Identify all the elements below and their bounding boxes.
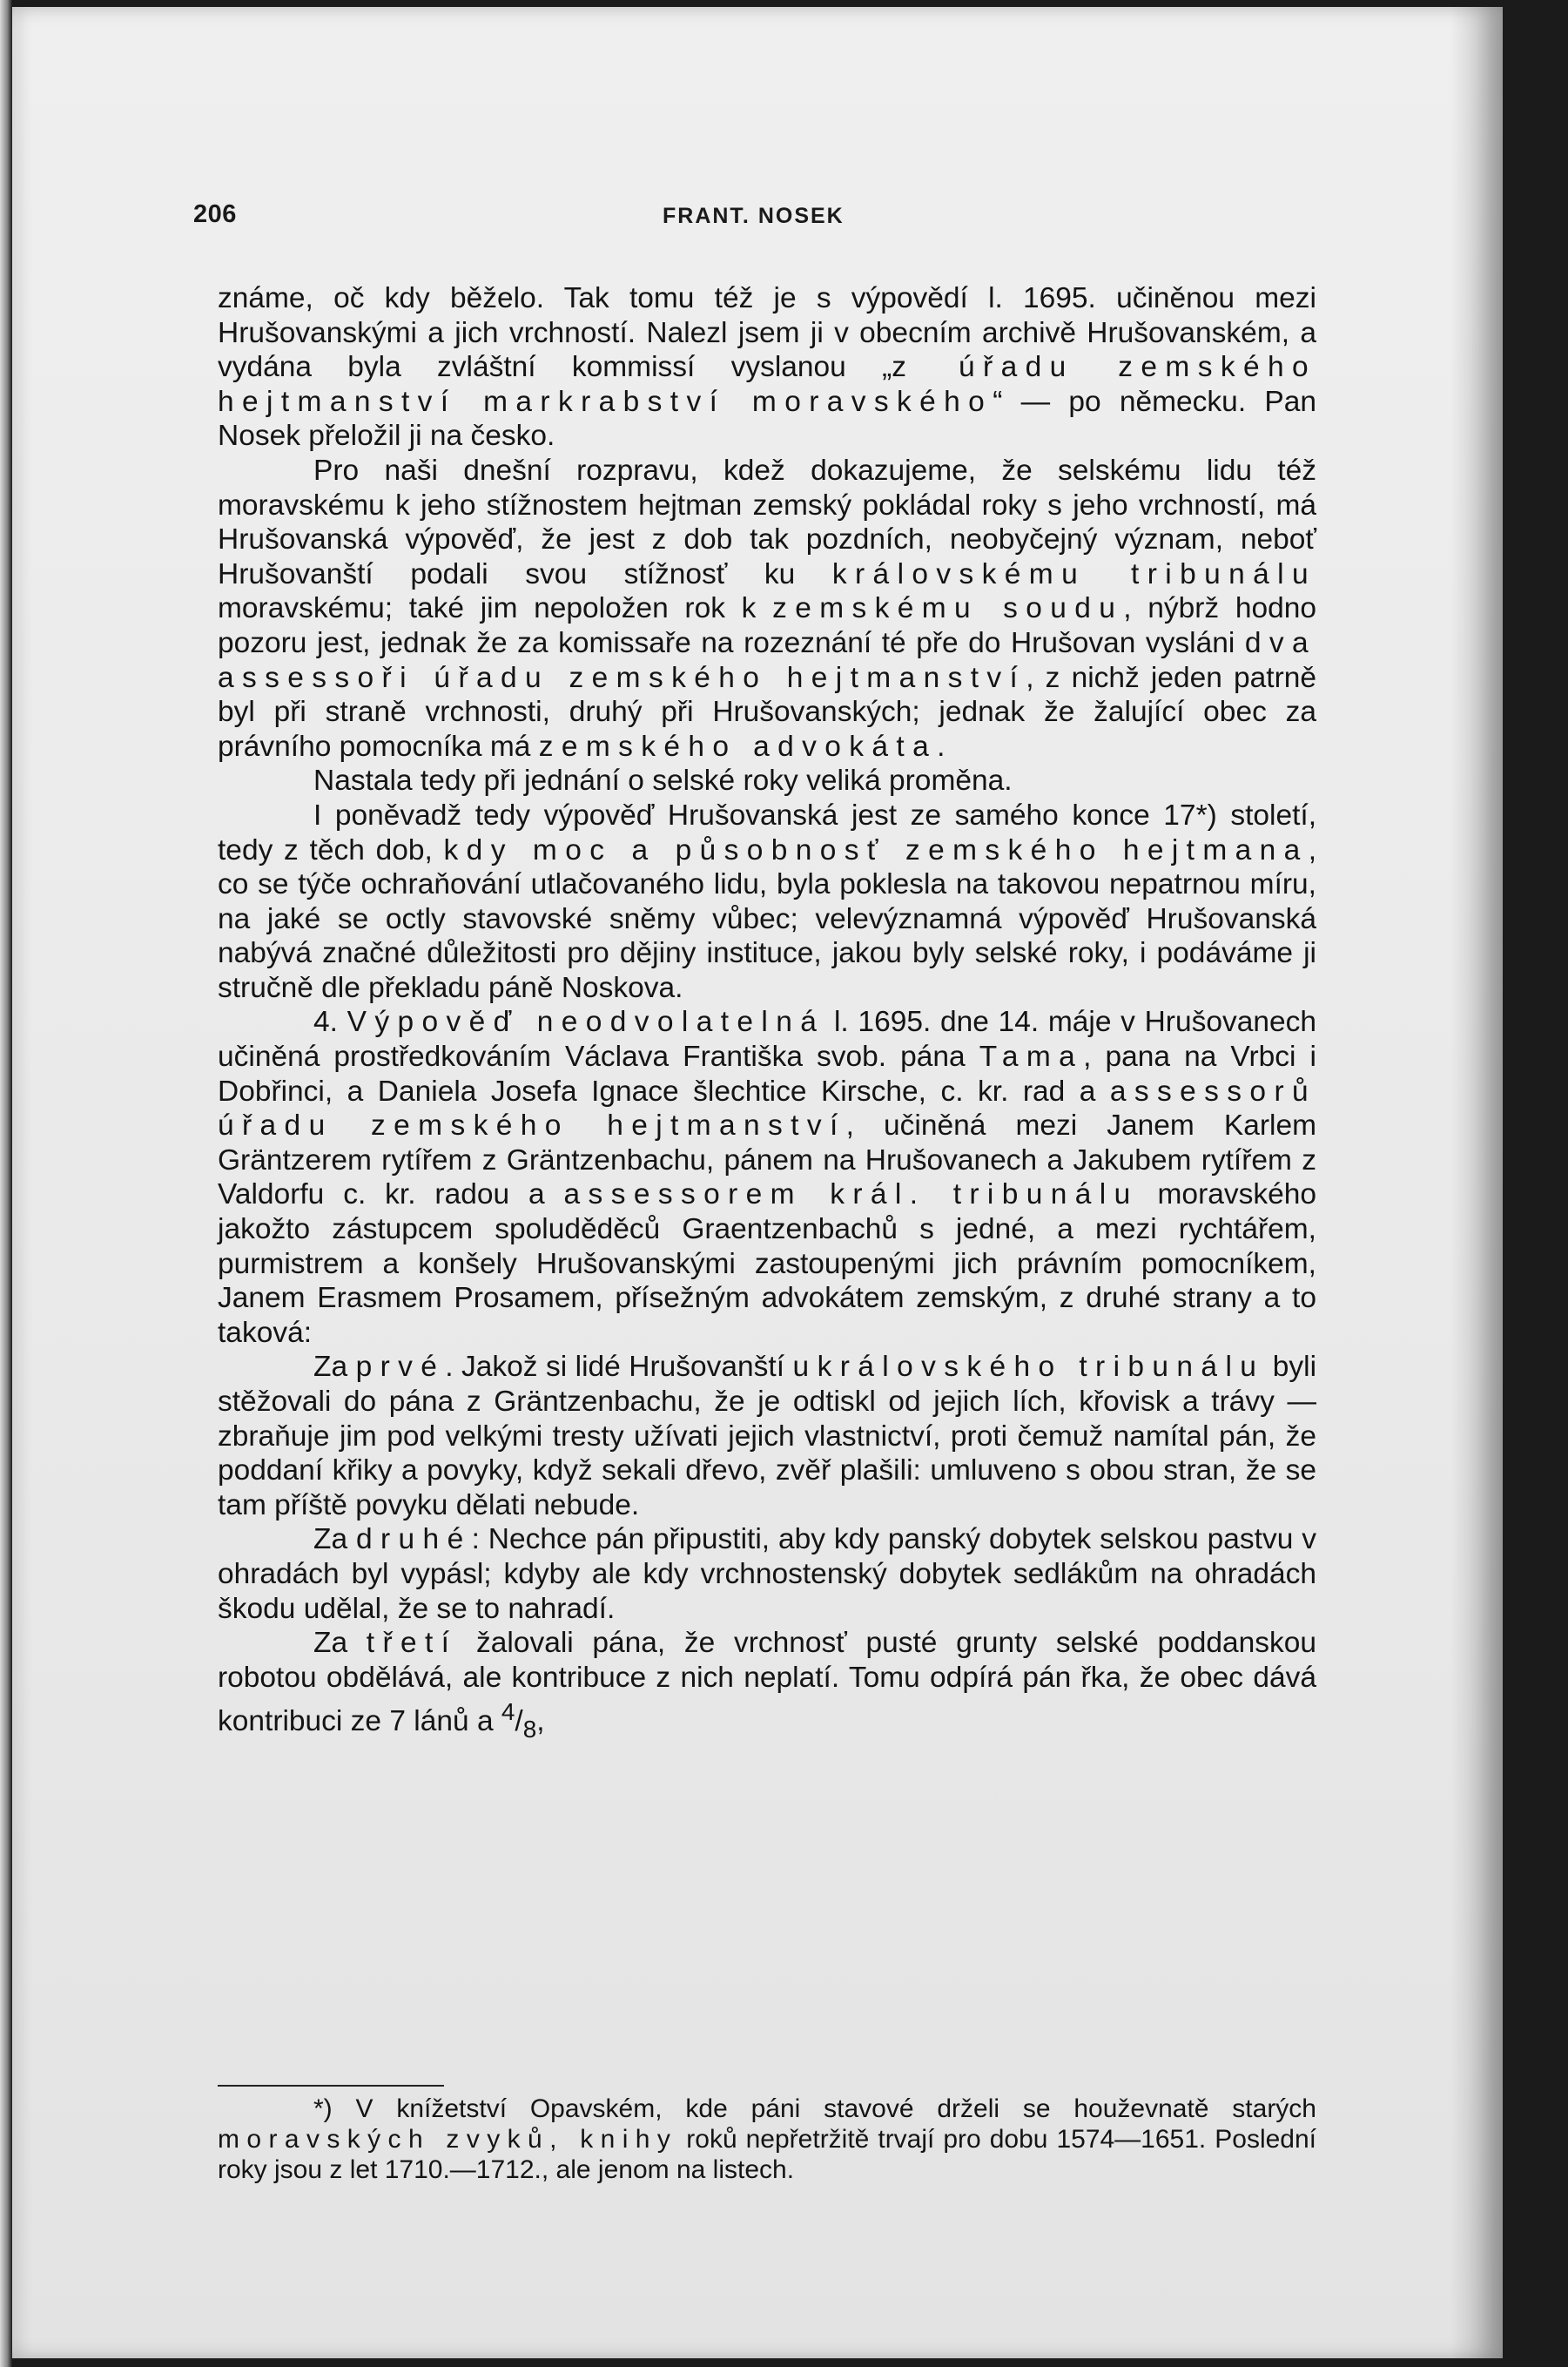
text-run: Za (313, 1523, 356, 1556)
text-run: moravskému; také jim nepoložen rok k (218, 592, 773, 625)
footnote-text (218, 2094, 1316, 2185)
paragraph-3 (218, 764, 1316, 799)
text-run: , pana na Vrbci i Dobřinci, a Daniela Josefa Ignace šlechtice Kirsche, c. kr. rad a (218, 1041, 1316, 1108)
text-run: Pro naši dnešní rozpravu, kdež dokazujeme, že selskému lidu též moravskému k jeho stížnostem hejtman zemský pokládal roky s jeho vrchností, má Hrušovanská výpověď, že jest z dob tak pozdních, neobyčejný význam, neboť Hrušovanští podali svou stížnosť ku (218, 454, 1316, 590)
page-gutter-shadow (1450, 7, 1503, 2358)
spaced-emphasis: třetí (366, 1627, 458, 1660)
running-head (12, 200, 1503, 235)
text-run: 4. (313, 1006, 347, 1039)
text-run: “ — po německu. Pan Nosek přeložil ji na česko. (218, 385, 1316, 453)
spaced-emphasis: kdy moc a působnosť zemského hejtmana (443, 833, 1309, 867)
text-run: I poněvadž tedy výpověď Hrušovanská jest ze samého konce 17 (313, 799, 1196, 832)
spaced-emphasis: dva assessoři úřadu zemského hejtmanství (218, 626, 1316, 694)
text-run: moravského jakožto zástupcem spoluděděců Graentzenbachů s jedné, a mezi rychtářem, purmistrem a konšely Hrušovanskými zastoupenými jich právním pomocníkem, Janem Erasmem Prosamem, přísežným advokátem zemským, z druhé strany a to taková: (218, 1178, 1316, 1349)
text-run: , (536, 1705, 545, 1738)
text-run: , z nichž jeden patrně byl při straně vrchnosti, druhý při Hrušovanských; jednak že žalující obec za právního pomocníka má (218, 661, 1316, 763)
paragraph-7 (218, 1522, 1316, 1626)
paragraph-1 (218, 281, 1316, 454)
spaced-emphasis: assessorů úřadu zemského hejtmanství (218, 1075, 1316, 1143)
text-run: , učiněná mezi Janem Karlem Gräntzerem rytířem z Gräntzenbachu, pánem na Hrušovanech a Jakubem rytířem z Valdorfu c. kr. radou a (218, 1109, 1316, 1211)
text-run: roků nepřetržitě trvají pro dobu 1574—1651. Poslední roky jsou z let 1710.—1712., ale jenom na listech. (218, 2125, 1316, 2184)
spaced-emphasis: královského tribunálu (817, 1351, 1265, 1384)
spaced-emphasis: assessorem král. tribunálu (563, 1178, 1139, 1211)
text-run: Za (313, 1627, 367, 1660)
text-run: Za (313, 1351, 356, 1384)
text-run: byli stěžovali do pána z Gräntzenbachu, že je odtiskl od jejich lích, křovisk a trávy — zbraňuje jim pod velkými tresty užívati jejich vlastnictví, proti čemuž namítal pán, že poddaní křiky a povyky, když sekali dřevo, zvěř plašili: umluveno s obou stran, že se tam příště povyku dělati nebude. (218, 1351, 1317, 1521)
paragraph-8: Za třetí žalovali pána, že vrchnosť pusté grunty selské poddanskou robotou obdělává, ale kontribuce z nich neplatí. Tomu odpírá pán řka, že obec dává kontribuci ze 7 lánů a $^4/_8$, (218, 1627, 1316, 1743)
spaced-emphasis: druhé (356, 1523, 472, 1556)
paragraph-6 (218, 1350, 1316, 1522)
footnote-divider (218, 2085, 444, 2087)
footnote-reference: *) století, tedy z těch dob, (218, 799, 1317, 867)
text-run: . Jakož si lidé Hrušovanští u (445, 1351, 818, 1384)
paragraph-4 (218, 799, 1316, 1006)
body-text (218, 281, 1316, 1747)
running-head-title: FRANT. NOSEK (663, 204, 845, 228)
spaced-emphasis: zemského advokáta (538, 730, 938, 763)
book-page (12, 7, 1503, 2358)
page-number: 206 (193, 200, 237, 228)
text-run: *) V knížetství Opavském, kde páni stavové drželi se houževnatě starých (313, 2094, 1316, 2123)
footnote (218, 2094, 1316, 2185)
paragraph-5 (218, 1005, 1316, 1350)
spaced-emphasis: z úřadu zemského hejtmanství markrabství moravského (218, 351, 1316, 418)
fraction-numerator: 4 (501, 1698, 515, 1726)
spaced-emphasis: zemskému soudu (772, 592, 1124, 625)
spaced-emphasis: Výpověď neodvolatelná (347, 1006, 825, 1039)
spaced-emphasis: Tama (979, 1041, 1084, 1074)
text-run: l. 1695. dne 14. máje v Hrušovanech učiněná prostředkováním Václava Františka svob. pána (218, 1006, 1316, 1074)
text-run: : Nechce pán připustiti, aby kdy panský dobytek selskou pastvu v ohradách byl vypásl; kdyby ale kdy vrchnostenský dobytek sedlákům na ohradách škodu udělal, že se to nahradí. (218, 1523, 1316, 1625)
paragraph-2 (218, 454, 1316, 764)
spaced-emphasis: prvé (355, 1351, 446, 1384)
text-run: žalovali pána, že vrchnosť pusté grunty selské poddanskou robotou obdělává, ale kontribuce z nich neplatí. Tomu odpírá pán řka, že obec dává kontribuci ze 7 lánů a (218, 1627, 1316, 1738)
text-run: Nastala tedy při jednání o selské roky veliká proměna. (313, 765, 1013, 798)
spaced-emphasis: královskému tribunálu (831, 557, 1316, 590)
text-run: známe, oč kdy běželo. Tak tomu též je s výpovědí l. 1695. učiněnou mezi Hrušovanskými a jich vrchností. Nalezl jsem ji v obecním archivě Hrušovanském, a vydána byla zvláštní kommissí vyslanou „ (218, 282, 1316, 384)
text-run: , co se týče ochraňování utlačovaného lidu, byla poklesla na takovou nepatrnou míru, na jaké se octly stavovské sněmy vůbec; velevýznamná výpověď Hrušovanská nabývá značné důležitosti pro dějiny instituce, jakou byly selské roky, i podáváme ji stručně dle překladu páně Noskova. (218, 833, 1316, 1004)
fraction-denominator: 8 (522, 1716, 537, 1743)
spaced-emphasis: moravských zvyků, knihy (218, 2125, 678, 2154)
scan-edge (0, 0, 12, 2367)
text-run: , nýbrž hodno pozoru jest, jednak že za komissaře na rozeznání té pře do Hrušovan vysláni (218, 592, 1316, 659)
text-run: . (937, 730, 946, 763)
